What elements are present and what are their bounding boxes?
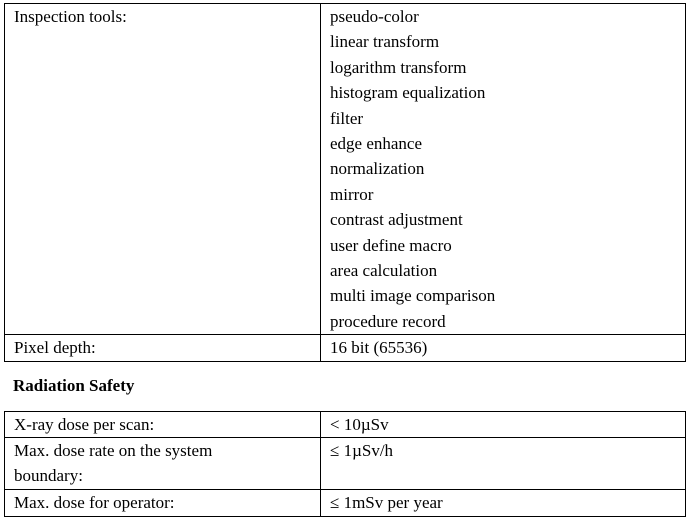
list-item: procedure record xyxy=(330,311,446,331)
pixel-depth-label-cell xyxy=(5,335,321,362)
dose-per-scan-label: X-ray dose per scan: xyxy=(14,415,155,434)
table-row xyxy=(5,412,686,438)
table-row xyxy=(5,4,686,335)
operator-dose-label-cell xyxy=(5,490,321,516)
list-item: contrast adjustment xyxy=(330,210,463,230)
list-item: filter xyxy=(330,108,364,128)
inspection-tools-list-cell xyxy=(321,4,686,335)
list-item: normalization xyxy=(330,159,425,179)
boundary-dose-rate-label-cell xyxy=(5,438,321,490)
list-item: multi image comparison xyxy=(330,286,496,306)
operator-dose-value-cell xyxy=(321,490,686,516)
radiation-safety-heading: Radiation Safety xyxy=(13,376,135,395)
list-item: logarithm transform xyxy=(330,57,467,77)
list-item: histogram equalization xyxy=(330,83,486,103)
specification-table xyxy=(4,3,686,362)
list-item: area calculation xyxy=(330,261,438,281)
pixel-depth-value-cell xyxy=(321,335,686,362)
operator-dose-value: ≤ 1mSv per year xyxy=(330,493,443,513)
radiation-safety-table xyxy=(4,411,686,517)
boundary-dose-rate-label: Max. dose rate on the system boundary: xyxy=(14,441,213,486)
list-item: user define macro xyxy=(330,235,452,255)
dose-per-scan-value-cell xyxy=(321,412,686,438)
operator-dose-label: Max. dose for operator: xyxy=(14,493,175,513)
dose-per-scan-value: < 10µSv xyxy=(330,415,389,434)
dose-per-scan-label-cell xyxy=(5,412,321,438)
inspection-tools-label: Inspection tools: xyxy=(14,7,127,26)
inspection-tools-label-cell xyxy=(5,4,321,335)
boundary-dose-rate-value-cell xyxy=(321,438,686,490)
list-item: mirror xyxy=(330,184,374,204)
list-item: pseudo-color xyxy=(330,7,419,26)
table-row xyxy=(5,335,686,362)
list-item: linear transform xyxy=(330,32,440,52)
pixel-depth-value: 16 bit (65536) xyxy=(330,338,428,358)
table-row xyxy=(5,490,686,516)
table-row xyxy=(5,438,686,490)
boundary-dose-rate-value: ≤ 1µSv/h xyxy=(330,441,394,461)
list-item: edge enhance xyxy=(330,134,423,154)
pixel-depth-label: Pixel depth: xyxy=(14,338,96,358)
